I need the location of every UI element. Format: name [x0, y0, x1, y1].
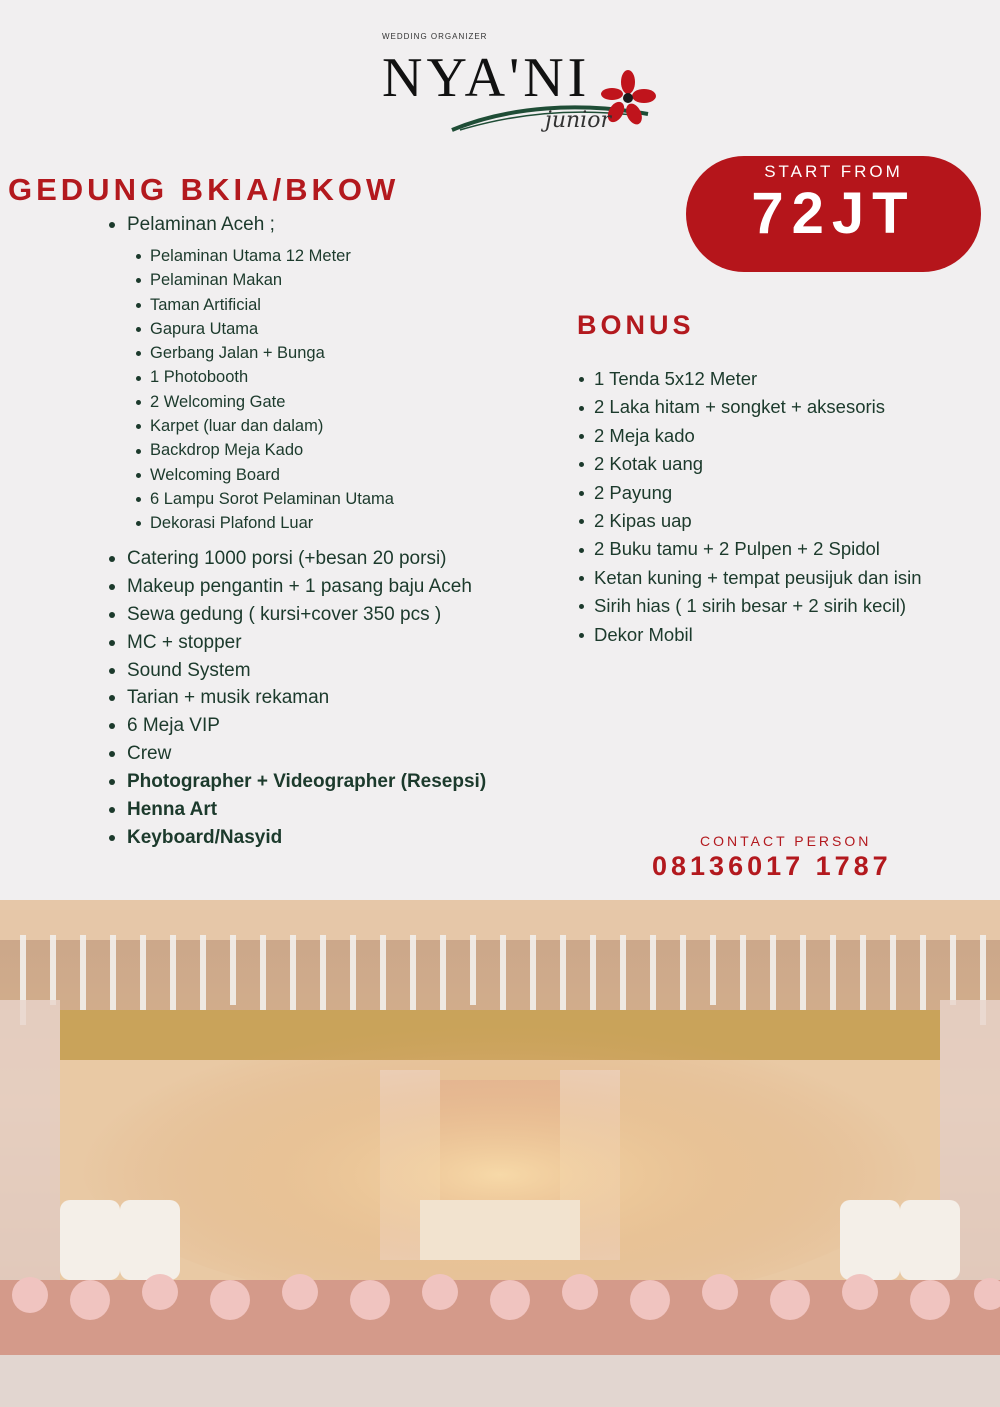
price-badge [686, 156, 981, 272]
list-item: Welcoming Board [150, 463, 394, 487]
list-item: 2 Kipas uap [594, 507, 922, 535]
brand-script-text: junior [545, 108, 611, 133]
pelaminan-label: Pelaminan Aceh ; [127, 214, 275, 235]
list-item: Keyboard/Nasyid [127, 824, 486, 852]
bonus-list [594, 365, 922, 649]
list-item: Pelaminan Makan [150, 268, 394, 292]
list-item: Pelaminan Utama 12 Meter [150, 244, 394, 268]
list-item: Catering 1000 porsi (+besan 20 porsi) [127, 545, 486, 573]
list-item: Photographer + Videographer (Resepsi) [127, 768, 486, 796]
list-item: MC + stopper [127, 629, 486, 657]
list-item: 6 Meja VIP [127, 712, 486, 740]
list-item: 2 Kotak uang [594, 450, 922, 478]
contact-phone[interactable]: 08136017 1787 [652, 851, 892, 881]
list-item: Gapura Utama [150, 317, 394, 341]
list-item: 6 Lampu Sorot Pelaminan Utama [150, 487, 394, 511]
list-item: Sewa gedung ( kursi+cover 350 pcs ) [127, 601, 486, 629]
list-item: 2 Payung [594, 479, 922, 507]
list-item: Crew [127, 740, 486, 768]
brand-logo-text: NYA'NI [382, 47, 591, 109]
list-item: Gerbang Jalan + Bunga [150, 341, 394, 365]
contact-label: CONTACT PERSON [700, 833, 872, 849]
list-item: Dekor Mobil [594, 621, 922, 649]
price-value: 72JT [751, 181, 916, 246]
price-label: START FROM [764, 162, 903, 181]
wedding-stage-photo [0, 900, 1000, 1407]
list-item: Sirih hias ( 1 sirih besar + 2 sirih kecil) [594, 592, 922, 620]
package-title: GEDUNG BKIA/BKOW [8, 172, 400, 207]
list-item: 1 Tenda 5x12 Meter [594, 365, 922, 393]
list-item: Makeup pengantin + 1 pasang baju Aceh [127, 573, 486, 601]
bonus-section [560, 360, 1000, 660]
list-item: 2 Buku tamu + 2 Pulpen + 2 Spidol [594, 535, 922, 563]
list-item: 2 Meja kado [594, 422, 922, 450]
list-item: Tarian + musik rekaman [127, 684, 486, 712]
bonus-title: BONUS [577, 310, 695, 340]
list-item: Ketan kuning + tempat peusijuk dan isin [594, 564, 922, 592]
list-item: Sound System [127, 657, 486, 685]
package-items-list [127, 545, 486, 852]
list-item: 1 Photobooth [150, 365, 394, 389]
list-item: Taman Artificial [150, 293, 394, 317]
pelaminan-list [150, 244, 394, 536]
list-item: Karpet (luar dan dalam) [150, 414, 394, 438]
list-item: 2 Laka hitam + songket + aksesoris [594, 393, 922, 421]
list-item: 2 Welcoming Gate [150, 390, 394, 414]
brand-tagline: WEDDING ORGANIZER [382, 32, 488, 41]
list-item: Dekorasi Plafond Luar [150, 511, 394, 535]
list-item: Henna Art [127, 796, 486, 824]
list-item: Backdrop Meja Kado [150, 438, 394, 462]
